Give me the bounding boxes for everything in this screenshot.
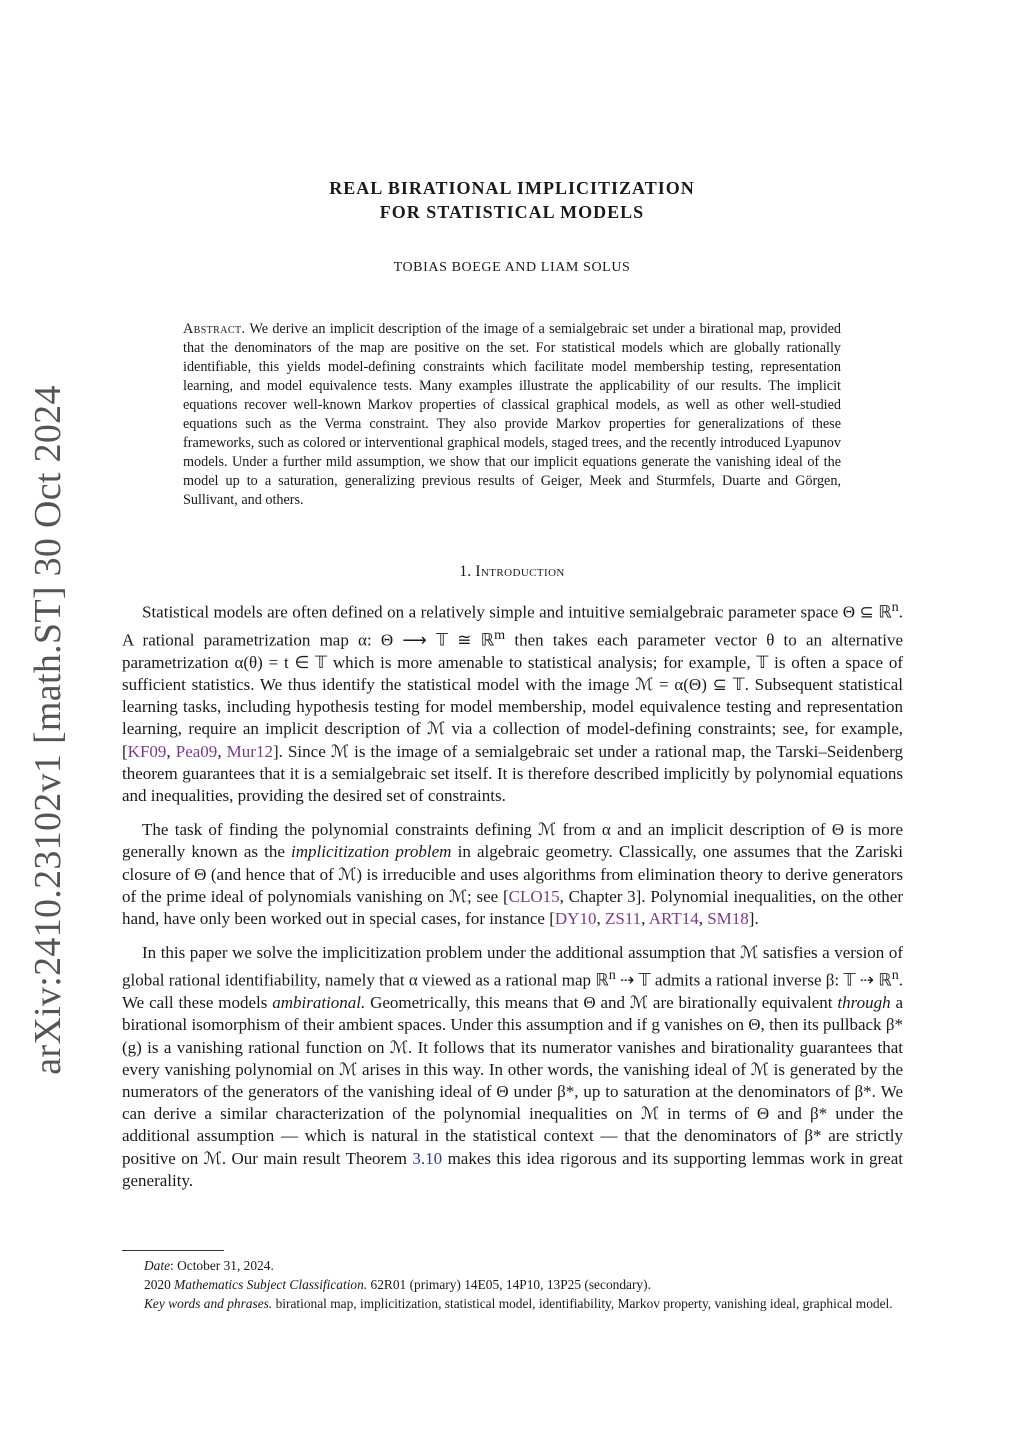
citation-link[interactable]: Pea09 (175, 741, 218, 761)
footnote-date: Date: October 31, 2024. (144, 1258, 274, 1273)
citation-link[interactable]: ART14 (648, 908, 699, 928)
abstract (183, 320, 841, 510)
section-number: 1. (459, 563, 472, 580)
arxiv-side-stamp: arXiv:2410.23102v1 [math.ST] 30 Oct 2024 (27, 385, 69, 1075)
paragraph-3: In this paper we solve the implicitization problem under the additional assumption that ℳ satisfies a version of global rational identifiability, namely that α viewed as a rational map ℝ$^n$ ⇢ 𝕋 admits a rational inverse β: 𝕋 ⇢ ℝ$^n$. We call these models ambirational. Geometrically, this means that Θ and ℳ are birationally equivalent through a birational isomorphism of their ambient spaces. Under this assumption and if g vanishes on Θ, then its pullback β*(g) is a vanishing rational function on ℳ. It follows that its numerator vanishes and birationality guarantees that every vanishing polynomial on ℳ arises in this way. In other words, the vanishing ideal of ℳ is generated by the numerators of the generators of the vanishing ideal of Θ under β*, up to saturation at the denominators of β*. We can derive a similar characterization of the polynomial inequalities on ℳ in terms of Θ and β* under the additional assumption — which is natural in the statistical context — that the denominators of β* are strictly positive on ℳ. Our main result Theorem 3.10 makes this idea rigorous and its supporting lemmas work in great generality. (122, 943, 904, 1190)
paper-title (120, 176, 904, 224)
title-line-1: REAL BIRATIONAL IMPLICITIZATION (329, 178, 695, 198)
citation-link[interactable]: SM18 (707, 908, 749, 928)
citation-link[interactable]: DY10 (554, 908, 597, 928)
title-line-2: FOR STATISTICAL MODELS (379, 202, 645, 222)
abstract-text: We derive an implicit description of the image of a semialgebraic set under a birational map, provided that the denominators of the map are positive on the set. For statistical models which are globally rationally identifiable, this yields model-defining constraints which facilitate model membership testing, representation learning, and model equivalence tests. Many examples illustrate the applicability of our results. The implicit equations recover well-known Markov properties of classical graphical models, as well as other well-studied equations such as the Verma constraint. They also provide Markov properties for generalizations of these frameworks, such as colored or interventional graphical models, staged trees, and the recently introduced Lyapunov models. Under a further mild assumption, we show that our implicit equations generate the vanishing ideal of the model up to a saturation, generalizing previous results of Geiger, Meek and Sturmfels, Duarte and Görgen, Sullivant, and others. (183, 321, 841, 508)
citation-link[interactable]: ZS11 (604, 908, 642, 928)
section-heading-introduction (120, 563, 904, 581)
theorem-reference-link[interactable]: 3.10 (412, 1148, 443, 1168)
section-title: Introduction (475, 563, 565, 580)
citation-link[interactable]: CLO15 (508, 886, 560, 906)
footnote-keywords: Key words and phrases. birational map, implicitization, statistical model, identifiability, Markov property, vanishing ideal, graphical model. (144, 1296, 893, 1311)
abstract-label: Abstract. (183, 321, 246, 337)
footnotes (122, 1256, 903, 1313)
paragraph-2: The task of finding the polynomial constraints defining ℳ from α and an implicit description of Θ is more generally known as the implicitization problem in algebraic geometry. Classically, one assumes that the Zariski closure of Θ (and hence that of ℳ) is irreducible and uses algorithms from elimination theory to derive generators of the prime ideal of polynomials vanishing on ℳ; see [CLO15, Chapter 3]. Polynomial inequalities, on the other hand, have only been worked out in special cases, for instance [DY10, ZS11, ART14, SM18]. (122, 820, 903, 928)
main-body (122, 596, 903, 1204)
footnote-msc: 2020 Mathematics Subject Classification. 62R01 (primary) 14E05, 14P10, 13P25 (secondary). (144, 1277, 651, 1292)
citation-link[interactable]: Mur12 (226, 741, 273, 761)
paper-authors: TOBIAS BOEGE AND LIAM SOLUS (393, 260, 631, 275)
citation-link[interactable]: KF09 (127, 741, 167, 761)
footnote-rule (122, 1250, 224, 1251)
paragraph-1: Statistical models are often defined on a relatively simple and intuitive semialgebraic parameter space Θ ⊆ ℝ$^n$. A rational parametrization map α: Θ ⟶ 𝕋 ≅ ℝ$^m$ then takes each parameter vector θ to an alternative parametrization α(θ) = t ∈ 𝕋 which is more amenable to statistical analysis; for example, 𝕋 is often a space of sufficient statistics. We thus identify the statistical model with the image ℳ = α(Θ) ⊆ 𝕋. Subsequent statistical learning tasks, including hypothesis testing for model membership, model equivalence testing and representation learning, require an implicit description of ℳ via a collection of model-defining constraints; see, for example, [KF09, Pea09, Mur12]. Since ℳ is the image of a semialgebraic set under a rational map, the Tarski–Seidenberg theorem guarantees that it is a semialgebraic set itself. It is therefore described implicitly by polynomial equations and inequalities, providing the desired set of constraints. (122, 599, 904, 805)
